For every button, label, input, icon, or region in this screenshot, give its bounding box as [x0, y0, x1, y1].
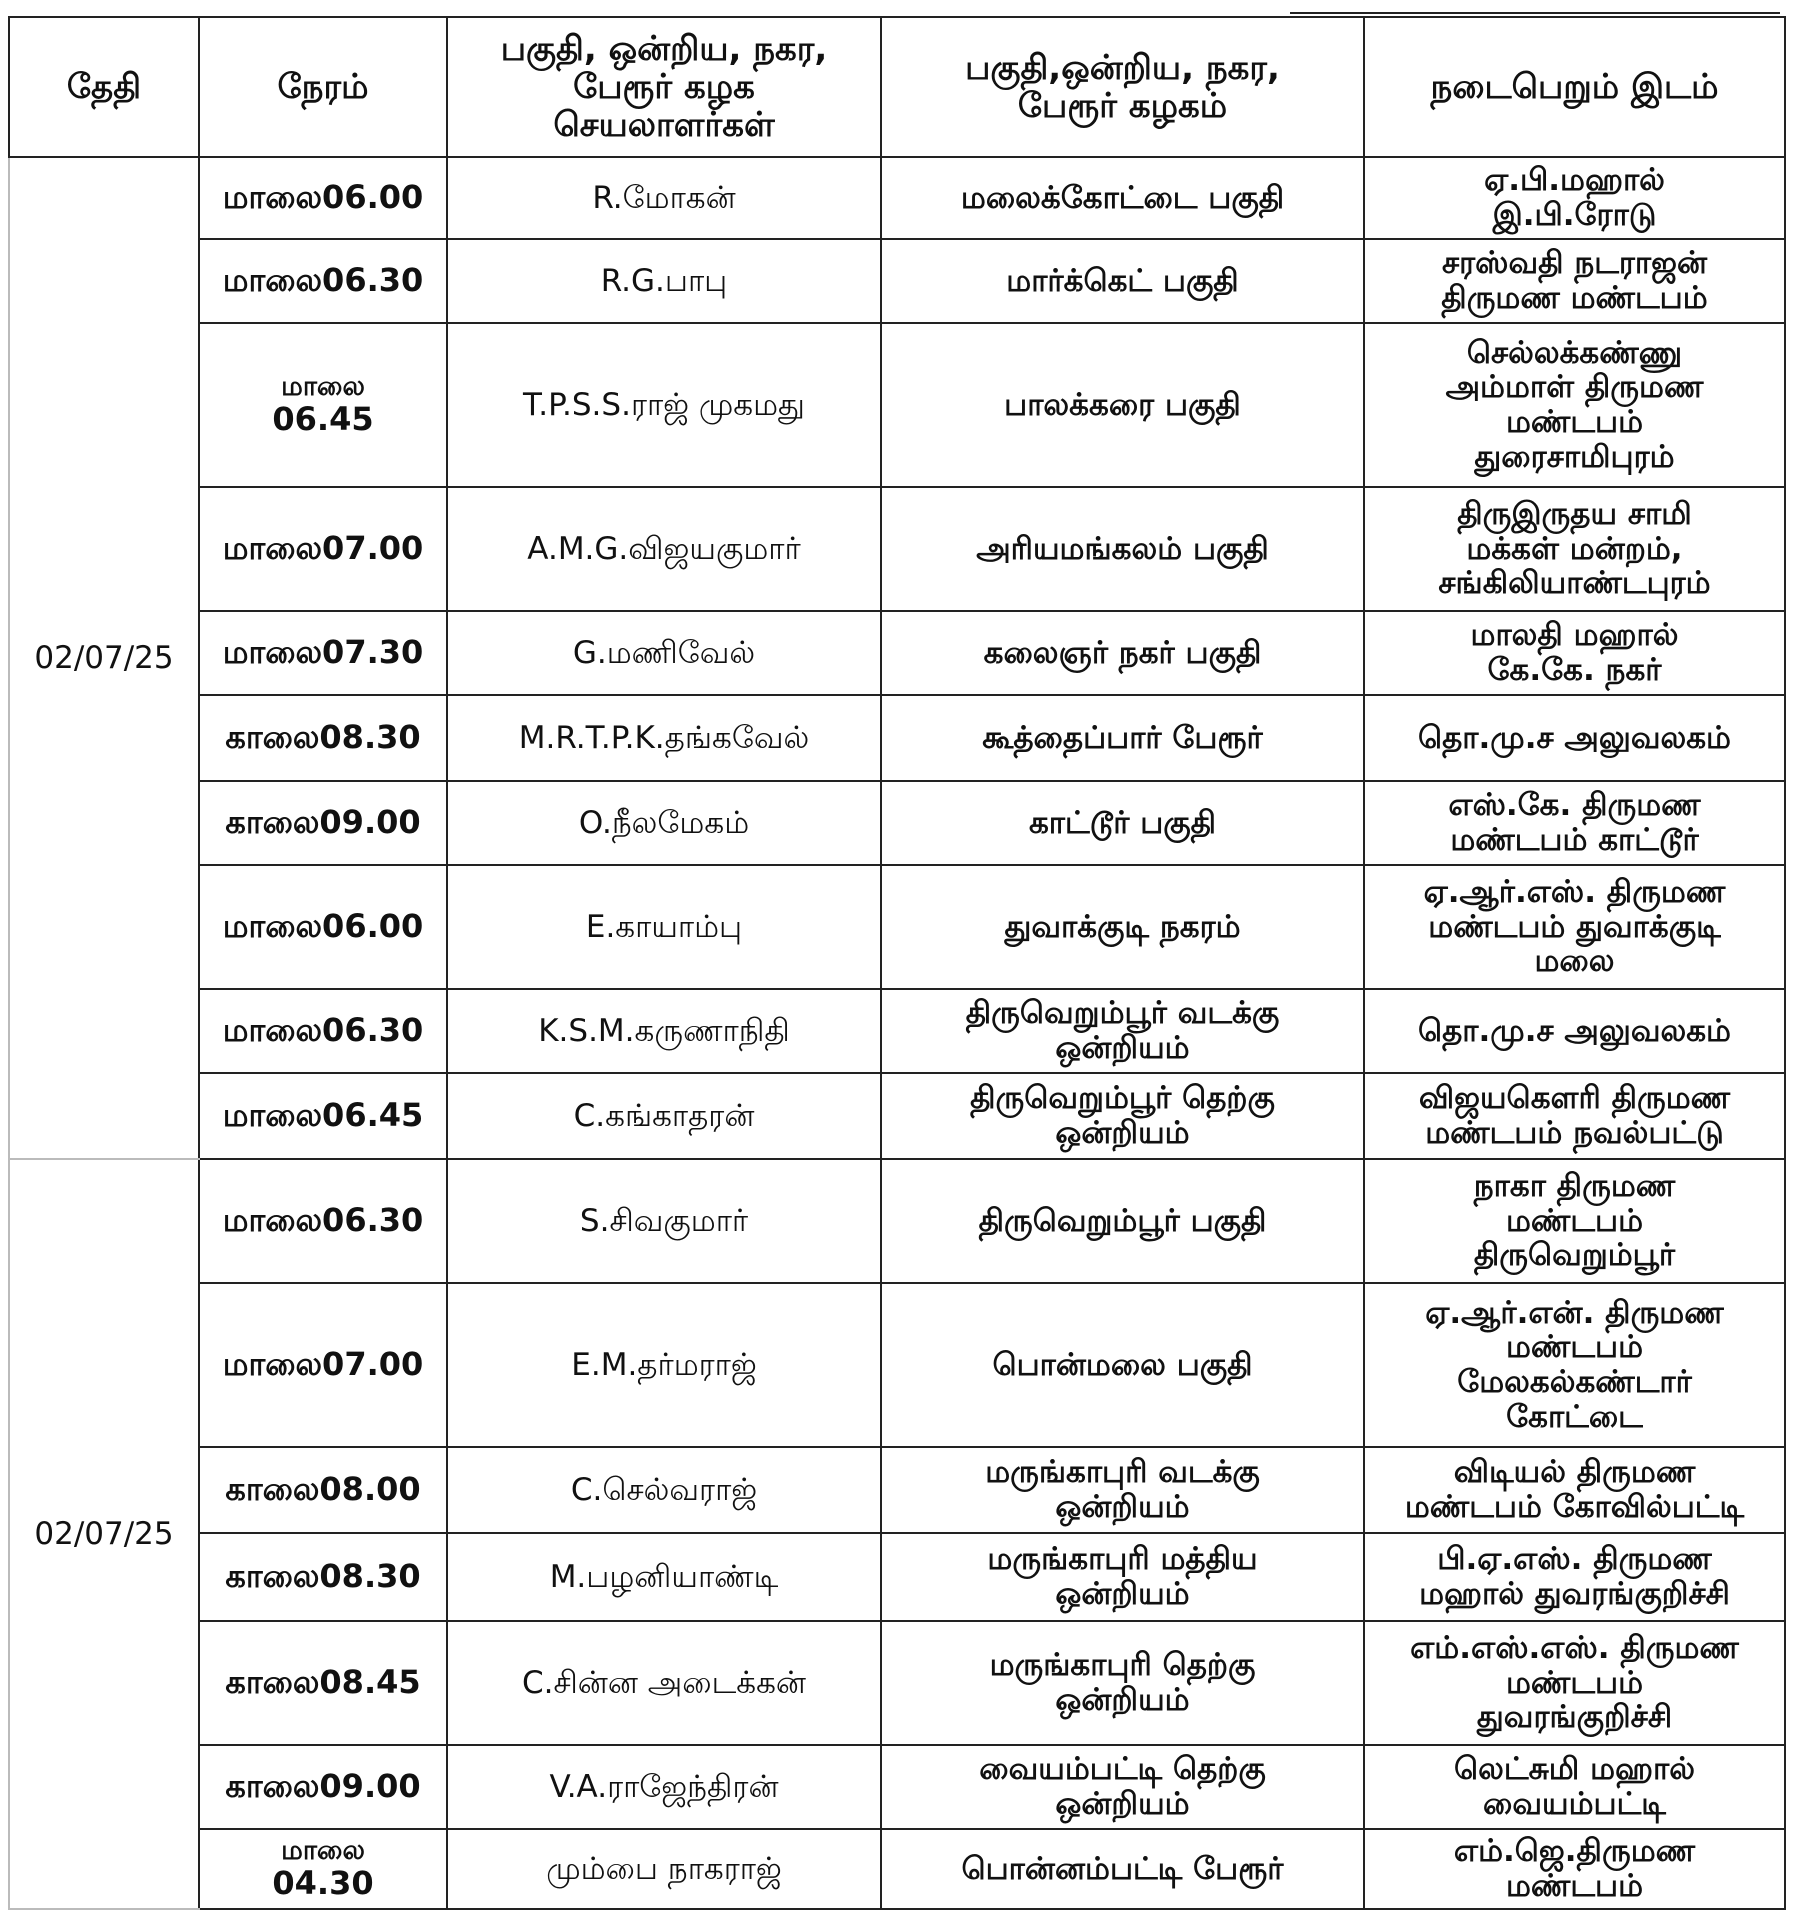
secretary-name-cell: C.கங்காதரன்: [447, 1073, 881, 1159]
venue-cell: [1364, 1829, 1785, 1909]
unit-line: மார்க்கெட் பகுதி: [1006, 262, 1239, 299]
venue-cell: [1364, 157, 1785, 239]
unit-line: பாலக்கரை பகுதி: [1004, 386, 1241, 423]
venue-line: விடியல் திருமண: [1453, 1454, 1696, 1491]
venue-cell: [1364, 781, 1785, 865]
party-unit-cell: [881, 1283, 1364, 1447]
unit-line: மருங்காபுரி தெற்கு: [989, 1647, 1256, 1684]
venue-line: கோட்டை: [1506, 1398, 1643, 1435]
venue-line: தொ.மு.ச அலுவலகம்: [1417, 1012, 1731, 1049]
time-text: மாலை07.00: [222, 1345, 424, 1384]
table-row: [9, 1283, 1785, 1447]
time-text: 04.30: [272, 1864, 374, 1903]
venue-line: மாலதி மஹால்: [1470, 617, 1679, 654]
party-unit-cell: [881, 487, 1364, 611]
table-row: [9, 1533, 1785, 1621]
time-text: மாலை06.00: [222, 907, 424, 946]
time-text: காலை08.30: [225, 718, 421, 757]
unit-line: திருவெறும்பூர் தெற்கு: [970, 1080, 1275, 1117]
venue-line: மண்டபம் நவல்பட்டு: [1425, 1115, 1724, 1151]
venue-line: ஏ.பி.மஹால்: [1484, 162, 1665, 199]
unit-line: திருவெறும்பூர் பகுதி: [978, 1202, 1267, 1239]
venue-line: ஏ.ஆர்.என். திருமண: [1425, 1294, 1724, 1331]
venue-line: மண்டபம்: [1505, 1329, 1644, 1366]
table-row: [9, 239, 1785, 323]
venue-line: எம்.ஜெ.திருமண: [1453, 1833, 1696, 1870]
secretary-name-cell: R.G.பாபு: [447, 239, 881, 323]
secretary-name-cell: R.மோகன்: [447, 157, 881, 239]
venue-line: தொ.மு.ச அலுவலகம்: [1417, 719, 1731, 756]
header-venue: நடைபெறும் இடம்: [1364, 17, 1785, 157]
unit-line: ஒன்றியம்: [1055, 1030, 1190, 1066]
secretary-name-cell: E.M.தர்மராஜ்: [447, 1283, 881, 1447]
unit-line: பொன்னம்பட்டி பேரூர்: [961, 1850, 1284, 1887]
party-unit-cell: [881, 1073, 1364, 1159]
table-row: [9, 1745, 1785, 1829]
secretary-name-cell: G.மணிவேல்: [447, 611, 881, 695]
header-time: நேரம்: [199, 17, 447, 157]
venue-cell: [1364, 239, 1785, 323]
venue-line: சரஸ்வதி நடராஜன்: [1441, 245, 1708, 282]
unit-line: காட்டூர் பகுதி: [1028, 804, 1217, 841]
secretary-name-cell: V.A.ராஜேந்திரன்: [447, 1745, 881, 1829]
venue-line: மண்டபம்: [1505, 404, 1644, 440]
table-row: [9, 1447, 1785, 1533]
time-cell: [199, 1159, 447, 1283]
time-text: காலை09.00: [225, 1767, 421, 1806]
venue-line: கே.கே. நகர்: [1487, 652, 1662, 688]
time-text: மாலை: [281, 1834, 365, 1866]
top-rule: [1290, 12, 1780, 14]
venue-line: மண்டபம்: [1505, 1664, 1644, 1701]
venue-line: மண்டபம் கோவில்பட்டி: [1404, 1489, 1745, 1525]
table-row: [9, 989, 1785, 1073]
time-cell: [199, 1829, 447, 1909]
venue-line: மண்டபம் துவாக்குடி: [1428, 908, 1721, 945]
unit-line: ஒன்றியம்: [1055, 1576, 1190, 1612]
venue-line: சங்கிலியாண்டபுரம்: [1438, 565, 1711, 602]
unit-line: ஒன்றியம்: [1055, 1786, 1190, 1822]
venue-line: எஸ்.கே. திருமண: [1448, 787, 1701, 824]
time-text: மாலை06.30: [222, 1201, 424, 1240]
party-unit-cell: [881, 1533, 1364, 1621]
venue-cell: [1364, 487, 1785, 611]
secretary-name-cell: A.M.G.விஜயகுமார்: [447, 487, 881, 611]
secretary-name-cell: M.R.T.P.K.தங்கவேல்: [447, 695, 881, 781]
table-row: [9, 865, 1785, 989]
venue-cell: [1364, 989, 1785, 1073]
unit-line: மருங்காபுரி வடக்கு: [985, 1454, 1260, 1491]
header-line: பகுதி,ஒன்றிய, நகர,: [965, 47, 1280, 88]
time-text: காலை08.30: [225, 1557, 421, 1596]
table-row: [9, 695, 1785, 781]
venue-line: வையம்பட்டி: [1483, 1786, 1666, 1822]
venue-cell: [1364, 1283, 1785, 1447]
party-unit-cell: [881, 1745, 1364, 1829]
time-text: காலை09.00: [225, 803, 421, 842]
venue-line: மேலகல்கண்டார்: [1457, 1364, 1692, 1400]
venue-line: ஏ.ஆர்.எஸ். திருமண: [1423, 873, 1726, 910]
table-row: [9, 1073, 1785, 1159]
venue-line: துவரங்குறிச்சி: [1476, 1699, 1673, 1736]
time-cell: [199, 1621, 447, 1745]
party-unit-cell: [881, 989, 1364, 1073]
header-line: செயலாளர்கள்: [553, 105, 775, 146]
unit-line: கூத்தைப்பார் பேரூர்: [982, 719, 1263, 756]
table-row: [9, 157, 1785, 239]
party-unit-cell: [881, 1621, 1364, 1745]
venue-line: அம்மாள் திருமண: [1445, 369, 1704, 406]
time-cell: [199, 989, 447, 1073]
time-cell: [199, 1745, 447, 1829]
unit-line: துவாக்குடி நகரம்: [1004, 908, 1241, 945]
party-unit-cell: [881, 157, 1364, 239]
header-line: பகுதி, ஒன்றிய, நகர,: [500, 28, 828, 69]
unit-line: ஒன்றியம்: [1055, 1682, 1190, 1718]
venue-line: எம்.எஸ்.எஸ். திருமண: [1410, 1629, 1739, 1666]
time-cell: [199, 1283, 447, 1447]
venue-line: மஹால் துவரங்குறிச்சி: [1419, 1576, 1730, 1612]
table-row: [9, 1621, 1785, 1745]
venue-cell: [1364, 695, 1785, 781]
unit-line: மலைக்கோட்டை பகுதி: [960, 179, 1285, 216]
time-cell: [199, 695, 447, 781]
table-row: [9, 1829, 1785, 1909]
time-cell: [199, 781, 447, 865]
secretary-name-cell: K.S.M.கருணாநிதி: [447, 989, 881, 1073]
time-cell: [199, 323, 447, 487]
venue-cell: [1364, 1745, 1785, 1829]
date-cell: 02/07/25: [9, 157, 199, 1159]
venue-line: செல்லக்கண்ணு: [1466, 334, 1683, 371]
venue-cell: [1364, 611, 1785, 695]
table-row: [9, 1159, 1785, 1283]
party-unit-cell: [881, 239, 1364, 323]
time-cell: [199, 487, 447, 611]
secretary-name-cell: C.செல்வராஜ்: [447, 1447, 881, 1533]
secretary-name-cell: மும்பை நாகராஜ்: [447, 1829, 881, 1909]
party-unit-cell: [881, 611, 1364, 695]
venue-line: துரைசாமிபுரம்: [1474, 438, 1675, 475]
venue-cell: [1364, 1447, 1785, 1533]
time-text: மாலை: [281, 370, 365, 402]
venue-line: திருமண மண்டபம்: [1441, 280, 1708, 316]
venue-line: திருவெறும்பூர்: [1473, 1237, 1676, 1274]
venue-line: மண்டபம் காட்டூர்: [1450, 822, 1699, 858]
secretary-name-cell: S.சிவகுமார்: [447, 1159, 881, 1283]
venue-cell: [1364, 1073, 1785, 1159]
header-unit: [881, 17, 1364, 157]
unit-line: அரியமங்கலம் பகுதி: [976, 530, 1269, 567]
venue-cell: [1364, 1621, 1785, 1745]
secretary-name-cell: O.நீலமேகம்: [447, 781, 881, 865]
time-text: மாலை06.00: [222, 178, 424, 217]
time-cell: [199, 1533, 447, 1621]
unit-line: வையம்பட்டி தெற்கு: [979, 1751, 1266, 1788]
secretary-name-cell: T.P.S.S.ராஜ் முகமது: [447, 323, 881, 487]
unit-line: பொன்மலை பகுதி: [992, 1346, 1253, 1383]
header-line: பேரூர் கழகம்: [1017, 86, 1228, 126]
time-text: காலை08.00: [225, 1470, 421, 1509]
venue-line: விஜயகௌரி திருமண: [1418, 1080, 1731, 1117]
venue-line: மண்டபம்: [1505, 1202, 1644, 1239]
time-text: காலை08.45: [225, 1663, 421, 1702]
venue-line: இ.பி.ரோடு: [1492, 197, 1657, 233]
party-unit-cell: [881, 695, 1364, 781]
time-cell: [199, 611, 447, 695]
time-cell: [199, 865, 447, 989]
venue-line: மக்கள் மன்றம்,: [1466, 530, 1683, 567]
party-unit-cell: [881, 323, 1364, 487]
time-cell: [199, 1447, 447, 1533]
secretary-name-cell: M.பழனியாண்டி: [447, 1533, 881, 1621]
unit-line: ஒன்றியம்: [1055, 1489, 1190, 1525]
time-text: மாலை07.00: [222, 529, 424, 568]
venue-line: திருஇருதய சாமி: [1457, 495, 1692, 532]
table-row: [9, 611, 1785, 695]
time-text: மாலை06.30: [222, 1011, 424, 1050]
header-row: [9, 17, 1785, 157]
venue-cell: [1364, 323, 1785, 487]
venue-line: நாகா திருமண: [1473, 1167, 1676, 1204]
secretary-name-cell: C.சின்ன அடைக்கன்: [447, 1621, 881, 1745]
party-unit-cell: [881, 1159, 1364, 1283]
date-cell: 02/07/25: [9, 1159, 199, 1909]
table-row: [9, 487, 1785, 611]
secretary-name-cell: E.காயாம்பு: [447, 865, 881, 989]
header-date: தேதி: [9, 17, 199, 157]
venue-line: லெட்சுமி மஹால்: [1454, 1751, 1695, 1788]
time-cell: [199, 239, 447, 323]
time-text: மாலை06.30: [222, 261, 424, 300]
party-unit-cell: [881, 1829, 1364, 1909]
venue-cell: [1364, 1533, 1785, 1621]
party-unit-cell: [881, 865, 1364, 989]
party-unit-cell: [881, 1447, 1364, 1533]
table-row: [9, 781, 1785, 865]
time-text: மாலை07.30: [222, 633, 424, 672]
unit-line: கலைஞர் நகர் பகுதி: [983, 634, 1262, 671]
header-line: பேரூர் கழக: [573, 66, 755, 107]
venue-cell: [1364, 1159, 1785, 1283]
time-text: மாலை06.45: [222, 1096, 424, 1135]
unit-line: திருவெறும்பூர் வடக்கு: [965, 995, 1280, 1032]
time-cell: [199, 1073, 447, 1159]
venue-cell: [1364, 865, 1785, 989]
party-unit-cell: [881, 781, 1364, 865]
time-text: 06.45: [272, 400, 374, 439]
time-cell: [199, 157, 447, 239]
venue-line: மண்டபம்: [1505, 1868, 1644, 1904]
venue-line: மலை: [1534, 943, 1615, 980]
header-secretaries: [447, 17, 881, 157]
schedule-body: [9, 157, 1785, 1909]
meeting-schedule-table: [8, 16, 1786, 1910]
venue-line: பி.ஏ.எஸ். திருமண: [1437, 1541, 1712, 1578]
unit-line: மருங்காபுரி மத்திய: [987, 1541, 1258, 1578]
unit-line: ஒன்றியம்: [1055, 1115, 1190, 1151]
table-row: [9, 323, 1785, 487]
